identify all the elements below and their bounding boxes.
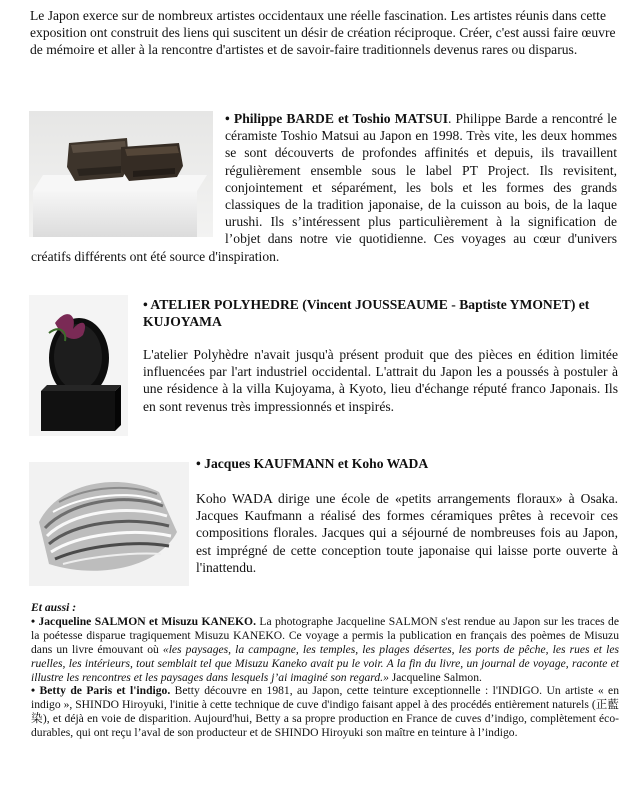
- kaufmann-ceramic-photo: [29, 462, 189, 586]
- section1-title: •: [225, 111, 234, 126]
- section-barde-matsui: [31, 110, 617, 265]
- item-salmon-kaneko: [31, 615, 619, 685]
- et-aussi-section: [31, 601, 619, 740]
- polyhedre-vase-photo: [29, 295, 128, 436]
- item2-title: • Betty de Paris et l'indigo.: [31, 684, 171, 698]
- item2-text: Betty découvre en 1981, au Japon, cette teinture exceptionnelle : l'INDIGO. Un artiste « en indigo », SHINDO Hiroyuki, l'initie à cette technique de cuve d'indigo faisant appel à des procédés entièrement naturels (正藍染), et déjà en voie de disparition. Aujourd'hui, Betty a sa propre production en France de cuves d’indigo, complètement éco-durables, qui ont reçu l’aval de son producteur et de SHINDO Hiroyuki son maître en teinture à l’indigo.: [31, 684, 619, 740]
- section3-body: Koho WADA dirige une école de «petits arrangements floraux» à Osaka. Jacques Kaufmann a réalisé des formes céramiques prêtes à recevoir ces compositions florales. Jacques qui a séjourné de nombreuses fois au Japon, est imprégné de cette conception toute japonaise qui laisse porte ouverte à l'inattendu.: [196, 491, 618, 575]
- intro-paragraph: Le Japon exerce sur de nombreux artistes occidentaux une réelle fascination. Les artistes réunis dans cette exposition ont construit des liens qui suscitent un désir de création réciproque. Créer, c'est aussi faire œuvre de mémoire et aller à la rencontre d'artistes et de savoir-faire traditionnels devenus rares ou disparus.: [30, 8, 616, 58]
- item1-text-b: Jacqueline Salmon.: [388, 670, 482, 684]
- section3-title: • Jacques KAUFMANN et Koho WADA: [196, 456, 429, 471]
- item-betty-indigo: [31, 684, 619, 740]
- et-aussi-heading: Et aussi :: [31, 601, 77, 614]
- section2-title: • ATELIER POLYHEDRE (Vincent JOUSSEAUME - Baptiste YMONET) et KUJOYAMA: [143, 297, 590, 330]
- section1-title-text: Philippe BARDE et Toshio MATSUI: [233, 111, 449, 126]
- section1-body: . Philippe Barde a rencontré le céramiste Toshio Matsui au Japon en 1998. Très vite, les deux hommes se sont découverts de profondes affinités et depuis, ils travaillent régulièrement ensemble sous le label PT Project. Ils revisitent, conjointement et séparément, les bols et les formes des grands classiques de la tradition japonaise, de la cuisson au bois, de la laque urushi. Ils s’intéressent plus particulièrement à la signification de l’objet dans notre vie quotidienne. Ces voyages au cœur d'univers créatifs différents ont été source d'inspiration.: [31, 111, 617, 264]
- photo-float-spacer: [31, 110, 225, 245]
- item1-text-a: La photographe Jacqueline SALMON s'est rendue au Japon sur les traces de la poétesse disparue tragiquement Misuzu KANEKO. Ce voyage a permis la publication en français des poèmes de Misuzu dans un livre émouvant où: [31, 614, 619, 656]
- section2-body: L'atelier Polyhèdre n'avait jusqu'à présent produit que des pièces en édition limitée influencées par l'art industriel occidental. L'attrait du Japon les a poussés à postuler à une résidence à la villa Kujoyama, à Kyoto, lieu d'échange réputé franco Japonais. Ils en sont revenus très impressionnés et inspirés.: [143, 347, 618, 414]
- item1-title: • Jacqueline SALMON et Misuzu KANEKO.: [31, 614, 256, 628]
- item1-quote: «les paysages, la campagne, les temples, les plages désertes, les ports de pêche, les rues et les ruelles, les intérieurs, tout semblait tel que Misuzu Kaneko avait pu le voir. A la fin du livre, un journal de voyage, raconte et illustre les rencontres et les paysages dans lesquels j’ai imaginé son regard.»: [31, 642, 619, 684]
